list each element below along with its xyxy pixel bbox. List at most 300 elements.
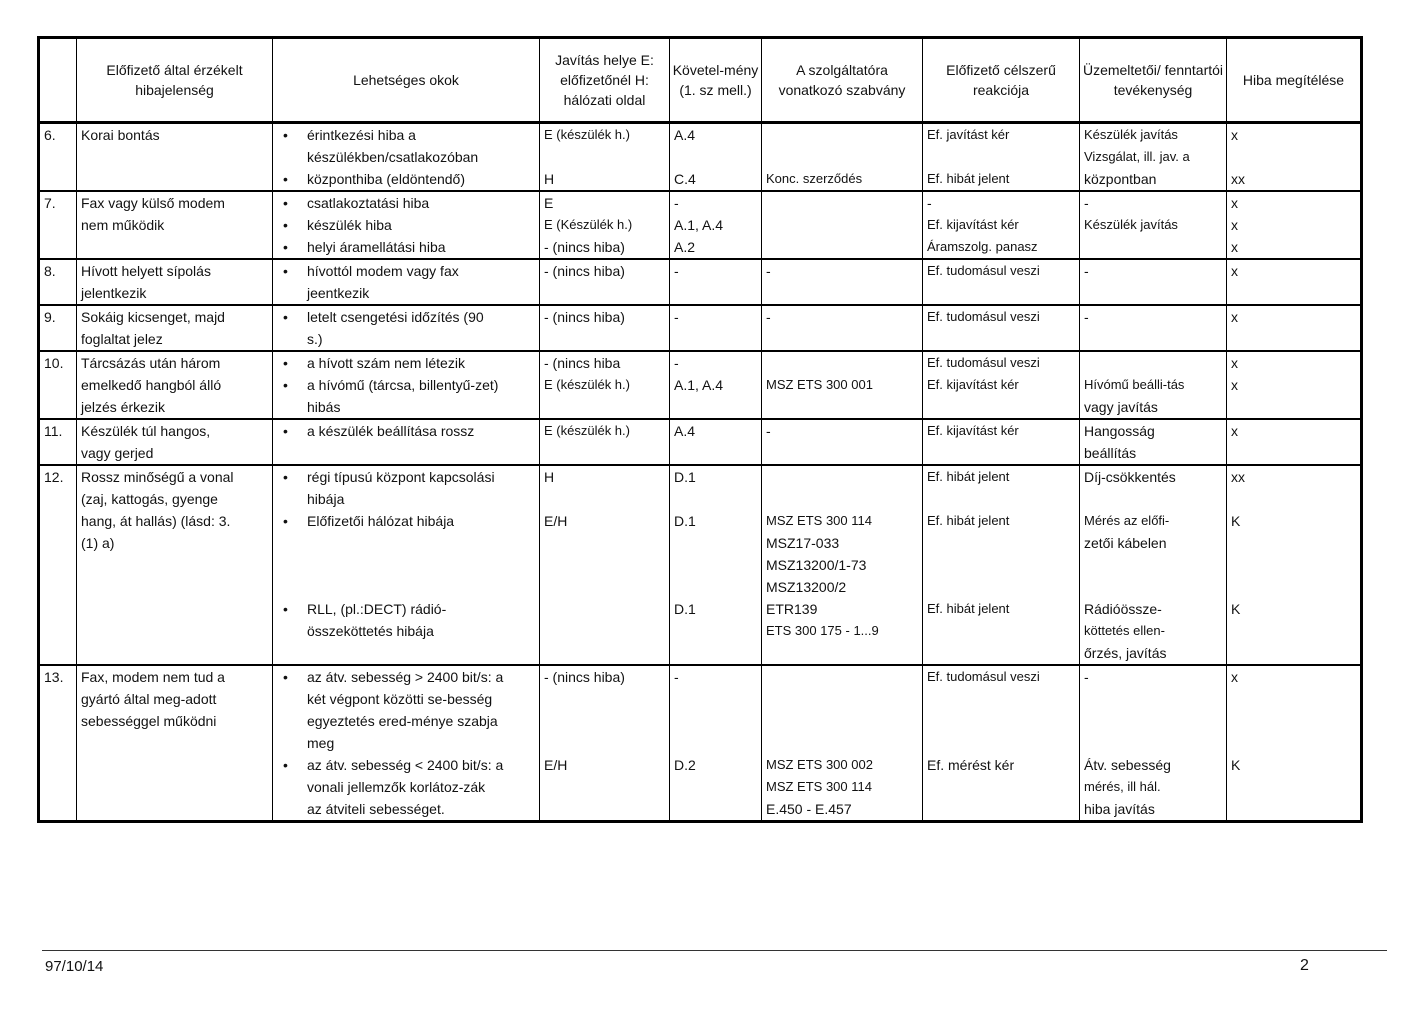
- symptom-line: (1) a): [81, 535, 115, 551]
- reaction-line: [927, 688, 1075, 710]
- reaction-line: Ef. tudomásul veszi: [927, 309, 1040, 324]
- cause-bullet-item: • érintkezési hiba a: [277, 124, 535, 146]
- table-row: [39, 259, 1362, 305]
- cell-req: [670, 191, 762, 259]
- symptom-line: (zaj, kattogás, gyenge: [81, 491, 218, 507]
- reaction-line: Ef. hibát jelent: [927, 469, 1010, 484]
- fault-table: [37, 36, 1363, 823]
- cell-rating: [1227, 123, 1362, 192]
- cell-rating: [1227, 419, 1362, 465]
- cell-rating: [1227, 259, 1362, 305]
- activity-line: Díj-csökkentés: [1084, 469, 1176, 485]
- cell-symptom: [77, 259, 273, 305]
- cell-num: [39, 191, 77, 259]
- req-line: -: [674, 263, 679, 279]
- rating-line: xx: [1231, 469, 1245, 485]
- req-line: [674, 146, 757, 168]
- cell-num: [39, 465, 77, 665]
- activity-line: mérés, ill hál.: [1084, 779, 1161, 794]
- rating-line: [1231, 688, 1356, 710]
- std-line: [766, 488, 918, 510]
- row-number: 10.: [44, 355, 64, 371]
- req-line: [674, 642, 757, 664]
- req-line: A.1, A.4: [674, 217, 724, 233]
- place-line: E/H: [544, 513, 568, 529]
- place-line: [544, 620, 665, 642]
- symptom-line: Tárcsázás után három: [81, 355, 221, 371]
- activity-line: Hangosság: [1084, 423, 1155, 439]
- std-line: -: [766, 423, 771, 439]
- cell-place: [540, 305, 670, 351]
- symptom-line: Rossz minőségű a vonal: [81, 469, 234, 485]
- table-row: [39, 419, 1362, 465]
- cell-num: [39, 259, 77, 305]
- header-num: [39, 38, 77, 123]
- cause-line: jeentkezik: [307, 285, 370, 301]
- cell-activity: [1080, 351, 1227, 419]
- row-number: 9.: [44, 309, 56, 325]
- cell-reaction: [923, 123, 1080, 192]
- req-line: [674, 688, 757, 710]
- activity-line: Hívómű beálli-tás: [1084, 377, 1185, 392]
- std-line: ETS 300 175 - 1...9: [766, 623, 879, 638]
- req-line: [674, 776, 757, 798]
- reaction-line: [927, 396, 1075, 418]
- req-line: A.4: [674, 423, 696, 439]
- table-row: [39, 665, 1362, 822]
- cell-reaction: [923, 419, 1080, 465]
- cell-std: [762, 259, 923, 305]
- reaction-line: [927, 798, 1075, 820]
- cell-req: [670, 419, 762, 465]
- symptom-line: sebességgel működni: [81, 713, 217, 729]
- activity-line: köttetés ellen-: [1084, 623, 1165, 638]
- reaction-line: Ef. tudomásul veszi: [927, 355, 1040, 370]
- std-line: MSZ17-033: [766, 535, 840, 551]
- row-number: 11.: [44, 423, 63, 439]
- place-line: [544, 642, 665, 664]
- reaction-line: Ef. hibát jelent: [927, 513, 1010, 528]
- cell-activity: [1080, 305, 1227, 351]
- reaction-line: Ef. kijavítást kér: [927, 377, 1019, 392]
- cell-activity: [1080, 465, 1227, 665]
- reaction-line: [927, 732, 1075, 754]
- std-line: MSZ ETS 300 001: [766, 377, 873, 392]
- rating-line: [1231, 576, 1356, 598]
- reaction-line: [927, 642, 1075, 664]
- cause-bullet-item: • az átv. sebesség > 2400 bit/s: a: [277, 666, 535, 688]
- header-requirement: Követel-mény (1. sz mell.): [670, 38, 762, 123]
- rating-line: x: [1231, 355, 1238, 371]
- header-reaction: Előfizető célszerű reakciója: [923, 38, 1080, 123]
- cell-activity: [1080, 259, 1227, 305]
- rating-line: x: [1231, 127, 1238, 143]
- activity-line: [1084, 732, 1222, 754]
- symptom-line: Készülék túl hangos,: [81, 423, 211, 439]
- cell-activity: [1080, 191, 1227, 259]
- std-line: MSZ13200/1-73: [766, 557, 867, 573]
- header-row: [39, 38, 1362, 123]
- rating-line: [1231, 710, 1356, 732]
- cause-bullet-item: • letelt csengetési időzítés (90: [277, 306, 535, 328]
- cell-symptom: [77, 305, 273, 351]
- std-line: [766, 236, 918, 258]
- rating-line: x: [1231, 377, 1238, 393]
- place-line: [544, 576, 665, 598]
- req-line: -: [674, 669, 679, 685]
- reaction-line: Ef. tudomásul veszi: [927, 263, 1040, 278]
- cell-req: [670, 351, 762, 419]
- req-line: [674, 732, 757, 754]
- cause-bullet-item: • a hívott szám nem létezik: [277, 352, 535, 374]
- std-line: [766, 710, 918, 732]
- std-line: [766, 466, 918, 488]
- cell-std: [762, 351, 923, 419]
- activity-line: [1084, 554, 1222, 576]
- cause-line: az átviteli sebességet.: [307, 801, 445, 817]
- place-line: - (nincs hiba): [544, 239, 625, 255]
- table-row: [39, 305, 1362, 351]
- header-rating: Hiba megítélése: [1227, 38, 1362, 123]
- activity-line: [1084, 576, 1222, 598]
- activity-line: Mérés az előfi-: [1084, 513, 1170, 528]
- rating-line: [1231, 488, 1356, 510]
- rating-line: K: [1231, 757, 1241, 773]
- cell-req: [670, 259, 762, 305]
- req-line: D.1: [674, 601, 696, 617]
- activity-line: Vizsgálat, ill. jav. a: [1084, 149, 1190, 164]
- rating-line: x: [1231, 669, 1238, 685]
- std-line: [766, 396, 918, 418]
- std-line: [766, 352, 918, 374]
- rating-line: x: [1231, 217, 1238, 233]
- cell-num: [39, 419, 77, 465]
- reaction-line: Ef. hibát jelent: [927, 601, 1010, 616]
- cell-reaction: [923, 351, 1080, 419]
- cell-reaction: [923, 665, 1080, 822]
- activity-line: [1084, 236, 1222, 258]
- place-line: [544, 798, 665, 820]
- table-row: [39, 465, 1362, 665]
- place-line: [544, 554, 665, 576]
- reaction-line: [927, 620, 1075, 642]
- place-line: E (Készülék h.): [544, 217, 633, 232]
- cause-bullet-item: • helyi áramellátási hiba: [277, 236, 535, 258]
- cell-num: [39, 305, 77, 351]
- cell-place: [540, 123, 670, 192]
- symptom-line: jelentkezik: [81, 285, 147, 301]
- cell-place: [540, 465, 670, 665]
- cell-causes: [273, 351, 540, 419]
- symptom-line: Korai bontás: [81, 127, 160, 143]
- req-line: [674, 396, 757, 418]
- cell-activity: [1080, 665, 1227, 822]
- rating-line: [1231, 554, 1356, 576]
- cause-line: meg: [307, 735, 335, 751]
- cell-symptom: [77, 351, 273, 419]
- symptom-line: nem működik: [81, 217, 165, 233]
- cell-req: [670, 665, 762, 822]
- req-line: A.4: [674, 127, 696, 143]
- activity-line: hiba javítás: [1084, 801, 1155, 817]
- cell-std: [762, 465, 923, 665]
- row-number: 6.: [44, 127, 56, 143]
- rating-line: [1231, 146, 1356, 168]
- header-standard: A szolgáltatóra vonatkozó szabvány: [762, 38, 923, 123]
- activity-line: [1084, 488, 1222, 510]
- row-number: 13.: [44, 669, 64, 685]
- std-line: MSZ ETS 300 114: [766, 513, 872, 528]
- symptom-line: emelkedő hangból álló: [81, 377, 222, 393]
- req-line: [674, 576, 757, 598]
- cause-bullet-item: • RLL, (pl.:DECT) rádió-: [277, 598, 535, 620]
- req-line: A.1, A.4: [674, 377, 724, 393]
- cell-place: [540, 665, 670, 822]
- activity-line: -: [1084, 263, 1089, 279]
- rating-line: [1231, 532, 1356, 554]
- cell-rating: [1227, 465, 1362, 665]
- rating-line: K: [1231, 513, 1241, 529]
- cell-causes: [273, 465, 540, 665]
- place-line: H: [544, 469, 555, 485]
- place-line: - (nincs hiba: [544, 355, 621, 371]
- cause-line: [277, 576, 535, 598]
- std-line: -: [766, 309, 771, 325]
- place-line: E (készülék h.): [544, 423, 630, 438]
- reaction-line: Ef. kijavítást kér: [927, 217, 1019, 232]
- req-line: [674, 798, 757, 820]
- std-line: [766, 214, 918, 236]
- cell-std: [762, 419, 923, 465]
- cell-num: [39, 351, 77, 419]
- symptom-line: gyártó által meg-adott: [81, 691, 217, 707]
- activity-line: [1084, 352, 1222, 374]
- header-repair-place: Javítás helye E: előfizetőnél H: hálózati oldal: [540, 38, 670, 123]
- cause-bullet-item: • a készülék beállítása rossz: [277, 420, 535, 442]
- cell-reaction: [923, 259, 1080, 305]
- req-line: [674, 554, 757, 576]
- place-line: H: [544, 171, 555, 187]
- cause-line: [277, 532, 535, 554]
- cell-activity: [1080, 123, 1227, 192]
- cell-place: [540, 351, 670, 419]
- place-line: - (nincs hiba): [544, 669, 625, 685]
- std-line: MSZ ETS 300 002: [766, 757, 873, 772]
- reaction-line: Áramszolg. panasz: [927, 239, 1038, 254]
- rating-line: [1231, 732, 1356, 754]
- cell-causes: [273, 123, 540, 192]
- symptom-line: hang, át hallás) (lásd: 3.: [81, 513, 231, 529]
- row-number: 7.: [44, 195, 56, 211]
- activity-line: beállítás: [1084, 445, 1137, 461]
- activity-line: központban: [1084, 171, 1157, 187]
- rating-line: xx: [1231, 171, 1245, 187]
- cause-line: vonali jellemzők korlátoz-zák: [307, 779, 486, 795]
- cause-line: [277, 554, 535, 576]
- cell-activity: [1080, 419, 1227, 465]
- cell-std: [762, 191, 923, 259]
- cell-num: [39, 665, 77, 822]
- std-line: MSZ ETS 300 114: [766, 779, 872, 794]
- cell-place: [540, 191, 670, 259]
- cause-bullet-item: • Előfizetői hálózat hibája: [277, 510, 535, 532]
- reaction-line: [927, 576, 1075, 598]
- activity-line: -: [1084, 309, 1089, 325]
- rating-line: x: [1231, 309, 1238, 325]
- req-line: -: [674, 195, 679, 211]
- activity-line: őrzés, javítás: [1084, 645, 1167, 661]
- req-line: D.2: [674, 757, 696, 773]
- activity-line: [1084, 710, 1222, 732]
- rating-line: [1231, 642, 1356, 664]
- cause-bullet-item: • az átv. sebesség < 2400 bit/s: a: [277, 754, 535, 776]
- cell-causes: [273, 259, 540, 305]
- cause-bullet-item: • központhiba (eldöntendő): [277, 168, 535, 190]
- cell-reaction: [923, 305, 1080, 351]
- place-line: [544, 396, 665, 418]
- req-line: [674, 488, 757, 510]
- cause-bullet-item: • csatlakoztatási hiba: [277, 192, 535, 214]
- rating-line: [1231, 776, 1356, 798]
- req-line: -: [674, 309, 679, 325]
- cell-symptom: [77, 665, 273, 822]
- cell-std: [762, 123, 923, 192]
- reaction-line: Ef. javítást kér: [927, 127, 1010, 142]
- activity-line: -: [1084, 669, 1089, 685]
- header-symptom: Előfizető által érzékelt hibajelenség: [77, 38, 273, 123]
- cell-std: [762, 665, 923, 822]
- place-line: [544, 710, 665, 732]
- req-line: [674, 620, 757, 642]
- std-line: Konc. szerződés: [766, 171, 863, 186]
- rating-line: x: [1231, 239, 1238, 255]
- reaction-line: [927, 554, 1075, 576]
- symptom-line: vagy gerjed: [81, 445, 154, 461]
- cause-line: hibája: [307, 491, 345, 507]
- std-line: [766, 146, 918, 168]
- std-line: [766, 124, 918, 146]
- req-line: A.2: [674, 239, 696, 255]
- place-line: [544, 488, 665, 510]
- cause-bullet-item: • régi típusú központ kapcsolási: [277, 466, 535, 488]
- place-line: [544, 532, 665, 554]
- std-line: MSZ13200/2: [766, 579, 847, 595]
- cell-causes: [273, 305, 540, 351]
- symptom-line: foglaltat jelez: [81, 331, 163, 347]
- symptom-line: Hívott helyett sípolás: [81, 263, 211, 279]
- symptom-line: jelzés érkezik: [81, 399, 166, 415]
- header-activity: Üzemeltetői/ fenntartói tevékenység: [1080, 38, 1227, 123]
- cell-rating: [1227, 665, 1362, 822]
- reaction-line: [927, 776, 1075, 798]
- rating-line: [1231, 620, 1356, 642]
- place-line: [544, 688, 665, 710]
- cell-req: [670, 123, 762, 192]
- cause-line: hibás: [307, 399, 341, 415]
- activity-line: Készülék javítás: [1084, 217, 1178, 232]
- req-line: C.4: [674, 171, 696, 187]
- rating-line: [1231, 798, 1356, 820]
- cell-rating: [1227, 305, 1362, 351]
- rating-line: x: [1231, 423, 1238, 439]
- reaction-line: [927, 532, 1075, 554]
- cell-symptom: [77, 465, 273, 665]
- cell-place: [540, 259, 670, 305]
- rating-line: x: [1231, 195, 1238, 211]
- req-line: [674, 532, 757, 554]
- cell-symptom: [77, 123, 273, 192]
- activity-line: [1084, 688, 1222, 710]
- table-row: [39, 351, 1362, 419]
- cell-std: [762, 305, 923, 351]
- row-number: 12.: [44, 469, 64, 485]
- std-line: [766, 192, 918, 214]
- place-line: E/H: [544, 757, 568, 773]
- page-number: 2: [1300, 957, 1309, 974]
- reaction-line: Ef. kijavítást kér: [927, 423, 1019, 438]
- row-number: 8.: [44, 263, 56, 279]
- symptom-line: Sokáig kicsenget, majd: [81, 309, 225, 325]
- cause-line: összeköttetés hibája: [307, 623, 434, 639]
- symptom-line: Fax, modem nem tud a: [81, 669, 225, 685]
- place-line: - (nincs hiba): [544, 309, 625, 325]
- std-line: [766, 688, 918, 710]
- std-line: [766, 666, 918, 688]
- std-line: E.450 - E.457: [766, 801, 852, 817]
- reaction-line: -: [927, 195, 932, 211]
- cell-rating: [1227, 191, 1362, 259]
- cell-rating: [1227, 351, 1362, 419]
- cause-line: egyeztetés ered-ménye szabja: [307, 713, 498, 729]
- footer-divider: [42, 950, 1387, 951]
- cell-req: [670, 465, 762, 665]
- std-line: -: [766, 263, 771, 279]
- symptom-line: Fax vagy külső modem: [81, 195, 225, 211]
- req-line: -: [674, 355, 679, 371]
- activity-line: -: [1084, 195, 1089, 211]
- cell-causes: [273, 665, 540, 822]
- place-line: E: [544, 195, 554, 211]
- cell-reaction: [923, 465, 1080, 665]
- reaction-line: [927, 488, 1075, 510]
- cause-bullet-item: • készülék hiba: [277, 214, 535, 236]
- reaction-line: [927, 710, 1075, 732]
- cell-symptom: [77, 419, 273, 465]
- reaction-line: Ef. mérést kér: [927, 757, 1015, 773]
- std-line: [766, 642, 918, 664]
- std-line: ETR139: [766, 601, 818, 617]
- cell-num: [39, 123, 77, 192]
- cause-line: két végpont közötti se-besség: [307, 691, 493, 707]
- rating-line: K: [1231, 601, 1241, 617]
- activity-line: Készülék javítás: [1084, 127, 1178, 142]
- reaction-line: Ef. tudomásul veszi: [927, 669, 1040, 684]
- req-line: D.1: [674, 513, 696, 529]
- rating-line: [1231, 396, 1356, 418]
- cell-req: [670, 305, 762, 351]
- cause-bullet-item: • hívottól modem vagy fax: [277, 260, 535, 282]
- cell-symptom: [77, 191, 273, 259]
- cause-bullet-item: • a hívómű (tárcsa, billentyű-zet): [277, 374, 535, 396]
- activity-line: zetői kábelen: [1084, 535, 1167, 551]
- footer-date: 97/10/14: [45, 958, 104, 975]
- cell-causes: [273, 191, 540, 259]
- req-line: [674, 710, 757, 732]
- header-causes: Lehetséges okok: [273, 38, 540, 123]
- activity-line: vagy javítás: [1084, 399, 1158, 415]
- req-line: D.1: [674, 469, 696, 485]
- place-line: [544, 598, 665, 620]
